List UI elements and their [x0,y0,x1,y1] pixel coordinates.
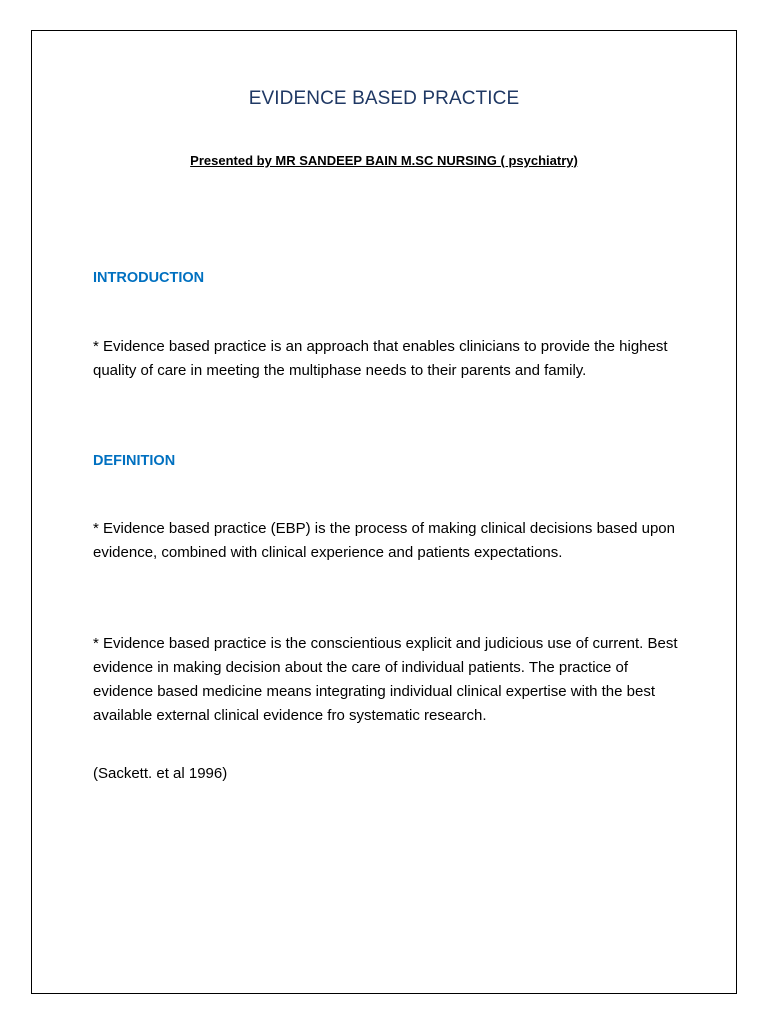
definition-paragraph-1: * Evidence based practice (EBP) is the process of making clinical decisions based upon evidence, combined with clinical experience and patients expectations. [93,520,675,561]
definition-paragraph-2: * Evidence based practice is the conscientious explicit and judicious use of current. Best evidence in making decision about the care of individual patients. The practice of evidence based medicine means integrating individual clinical expertise with the best available external clinical evidence fro systematic research. [93,635,678,724]
introduction-paragraph: * Evidence based practice is an approach that enables clinicians to provide the highest quality of care in meeting the multiphase needs to their parents and family. [93,338,668,379]
section-heading-introduction: INTRODUCTION [93,270,205,286]
document-title: EVIDENCE BASED PRACTICE [248,88,520,109]
section-heading-definition: DEFINITION [93,453,176,469]
citation: (Sackett. et al 1996) [93,765,228,782]
presenter-line: Presented by MR SANDEEP BAIN M.SC NURSING ( psychiatry) [190,153,578,168]
page-border [31,30,737,994]
